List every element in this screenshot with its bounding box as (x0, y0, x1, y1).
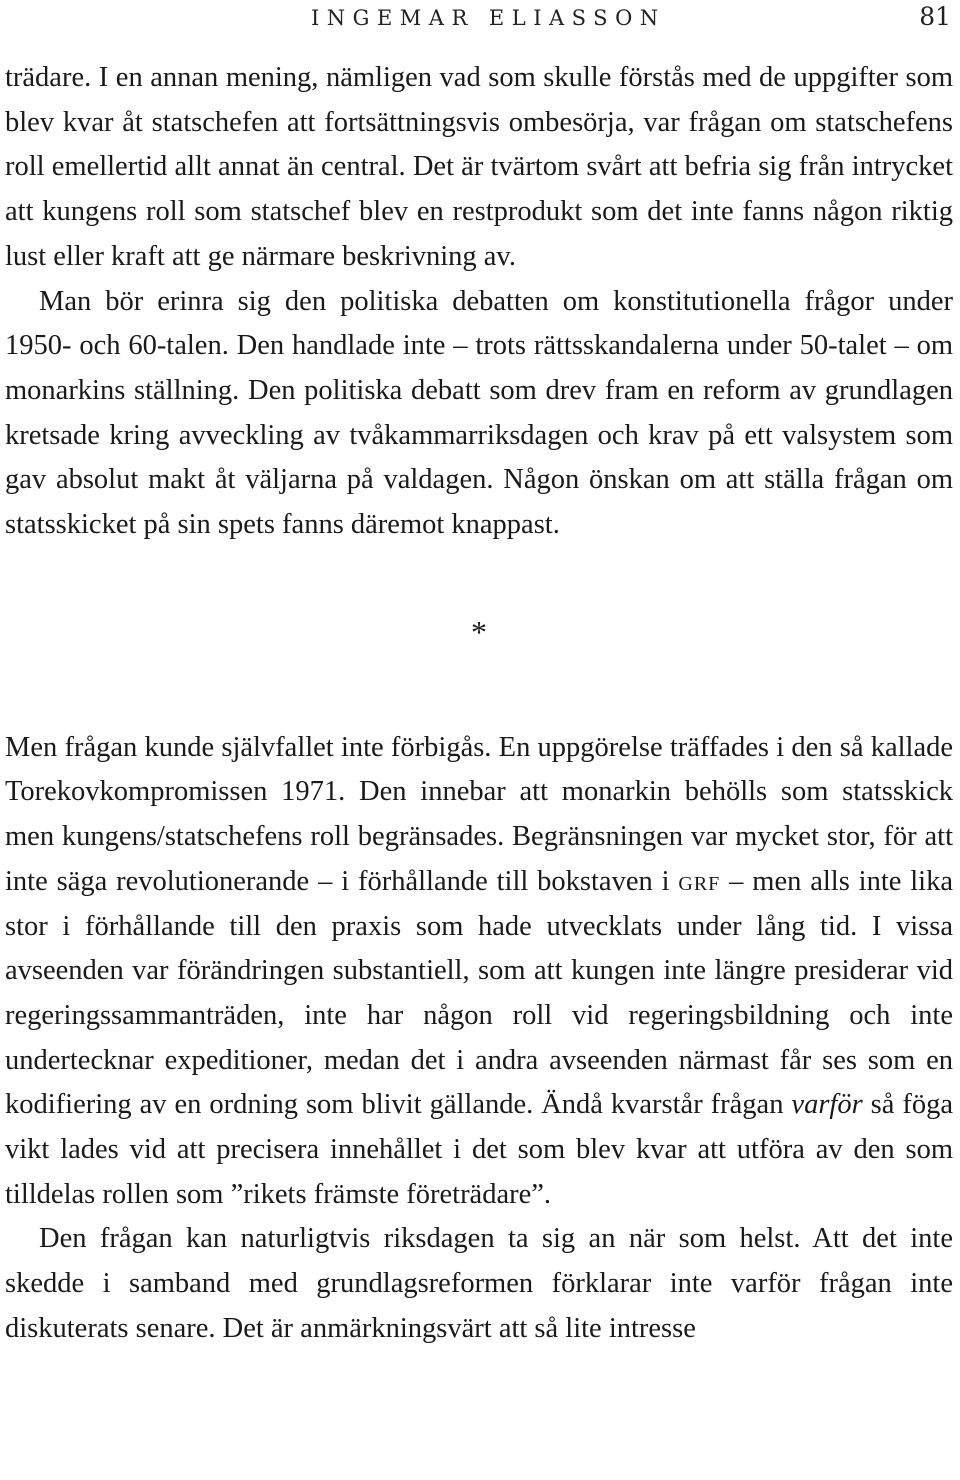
page-number: 81 (919, 2, 951, 31)
grf-abbreviation: grf (678, 865, 721, 897)
paragraph-3-text-a: Men frågan kunde självfallet inte förbigås. En uppgörelse träffades i den så kallade Torekovkompromissen 1971. Den innebar att monarkin behölls som statsskick men kungens/statschefens roll begränsades. Begränsningen var mycket stor, för att inte säga revolutionerande – i förhållande till bokstaven i (5, 731, 953, 897)
running-head (5, 2, 953, 34)
paragraph-2: Man bör erinra sig den politiska debatten om konstitutionella frågor under 1950- och 60-talen. Den handlade inte – trots rättsskandalerna under 50-talet – om monarkins ställning. Den politiska debatt som drev fram en reform av grundlagen kretsade kring avveckling av tvåkammarriksdagen och krav på ett valsystem som gav absolut makt åt väljarna på valdagen. Någon önskan om att ställa frågan om statsskicket på sin spets fanns däremot knappast. (5, 285, 953, 541)
section-asterisk: * (471, 613, 487, 650)
paragraph-4: Den frågan kan naturligtvis riksdagen ta sig an när som helst. Att det inte skedde i samband med grundlagsreformen förklarar inte varför frågan inte diskuterats senare. Det är anmärkningsvärt att så lite intresse (5, 1223, 953, 1344)
paragraph-3-text-b: – men alls inte lika stor i förhållande till den praxis som hade utvecklats under lång tid. I vissa avseenden var förändringen substantiell, som att kungen inte längre presiderar vid regeringssammanträden, inte har någon roll vid regeringsbildning och inte undertecknar expeditioner, medan det i andra avseenden närmast får ses som en kodifiering av en ordning som blivit gällande. Ändå kvarstår frågan (5, 865, 953, 1121)
paragraph-3-text-c: så föga vikt lades vid att precisera innehållet i det som blev kvar att utföra av den som tilldelas rollen som ”rikets främste företrädare”. (5, 1089, 953, 1210)
body-text (5, 56, 953, 1352)
book-page (5, 0, 953, 1480)
section-separator (5, 548, 953, 726)
running-head-author: INGEMAR ELIASSON (311, 6, 666, 30)
paragraph-1: trädare. I en annan mening, nämligen vad som skulle förstås med de uppgifter som blev kvar åt statschefen att fortsättningsvis ombesörja, var frågan om statschefens roll emellertid allt annat än central. Det är tvärtom svårt att befria sig från intrycket att kungens roll som statschef blev en restprodukt som det inte fanns någon riktig lust eller kraft att ge närmare beskrivning av. (5, 62, 953, 272)
emphasis-varfor: varför (791, 1089, 863, 1121)
paragraph-3 (5, 726, 953, 1218)
